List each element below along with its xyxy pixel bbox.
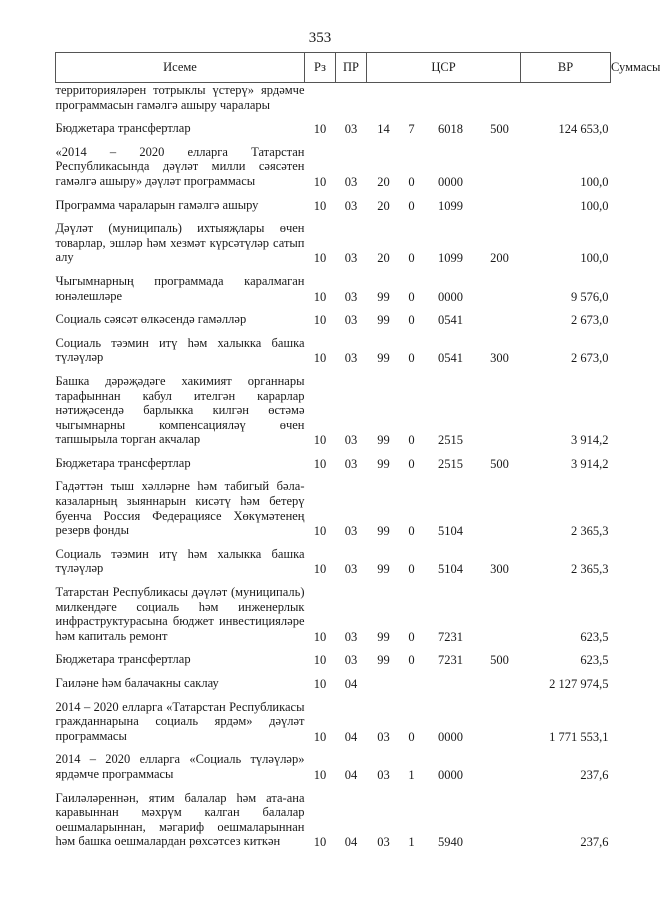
row-csr-program: 99: [377, 313, 390, 328]
row-csr-program: 14: [377, 122, 390, 137]
row-csr-program: [367, 668, 401, 692]
row-pr: 03: [344, 251, 358, 266]
header-vr: ВР: [521, 53, 611, 83]
row-pr: 03: [344, 289, 358, 304]
row-rz: 10: [313, 729, 327, 744]
row-name: «2014 – 2020 елларга Татарстан Республикасында дәүләт милли сәясәтен гамәлгә ашыру» дәүләт программасы: [55, 144, 305, 188]
table-row: [56, 304, 611, 328]
row-csr-subprogram: 0: [408, 433, 415, 448]
row-csr-subprogram: 0: [408, 653, 415, 668]
row-name: 2014 – 2020 елларга «Социаль түләүләр» ярдәмче программасы: [55, 752, 305, 781]
page-number: 353: [308, 30, 332, 46]
row-csr-program: 99: [377, 562, 390, 577]
row-rz: 10: [313, 767, 327, 782]
row-csr-program: 99: [377, 433, 390, 448]
row-csr-subprogram: 0: [408, 524, 415, 539]
row-sum: 100,0: [580, 251, 609, 266]
row-csr-direction: [423, 668, 479, 692]
row-csr-program: 20: [377, 198, 390, 213]
row-csr-direction: 6018: [438, 122, 463, 137]
budget-table-container: [55, 52, 660, 850]
row-vr: 300: [490, 562, 509, 577]
table-row: [56, 213, 611, 266]
row-name: Программа чараларын гамәлгә ашыру: [55, 197, 259, 212]
row-pr: 03: [344, 313, 358, 328]
row-sum: 3 914,2: [571, 433, 609, 448]
row-rz: 10: [313, 289, 327, 304]
row-name: Чыгымнарның программада каралмаган юнәлешләре: [55, 273, 305, 303]
row-sum: 2 673,0: [571, 351, 609, 366]
row-csr-subprogram: [401, 668, 423, 692]
row-csr-subprogram: 0: [408, 351, 415, 366]
row-vr: 500: [490, 653, 509, 668]
row-sum: 623,5: [580, 653, 609, 668]
table-row: [56, 448, 611, 472]
row-sum: 623,5: [580, 629, 609, 644]
row-csr-direction: 0541: [438, 351, 463, 366]
row-csr-direction: 0541: [438, 313, 463, 328]
row-rz: 10: [313, 433, 327, 448]
header-name: Исеме: [56, 53, 305, 83]
row-csr-direction: 5940: [438, 835, 463, 850]
row-vr: [479, 577, 521, 644]
row-sum: 2 365,3: [571, 524, 609, 539]
row-rz: 10: [313, 122, 327, 137]
row-csr-program: 03: [377, 729, 390, 744]
row-sum: 1 771 553,1: [549, 729, 609, 744]
row-csr-subprogram: 0: [408, 562, 415, 577]
row-csr-program: 03: [377, 767, 390, 782]
row-csr-program: 20: [377, 251, 390, 266]
row-vr: [479, 783, 521, 850]
row-vr: 300: [490, 351, 509, 366]
table-row: [56, 190, 611, 214]
row-sum: 3 914,2: [571, 456, 609, 471]
row-vr: 500: [490, 122, 509, 137]
row-csr-program: [367, 83, 401, 114]
row-vr: [479, 266, 521, 304]
row-sum: 100,0: [580, 198, 609, 213]
row-csr-program: 99: [377, 629, 390, 644]
header-rz: Рз: [305, 53, 336, 83]
row-sum: 2 365,3: [571, 562, 609, 577]
row-name: Гаиләләреннән, ятим балалар һәм ата-ана каравыннан мәхрүм калган балалар оешмаларыннан, мәгариф оешмаларыннан һәм башка оешмалардан рөхсәтсез киткән: [55, 790, 305, 849]
row-rz: 10: [313, 562, 327, 577]
row-csr-direction: 5104: [438, 562, 463, 577]
row-pr: 04: [344, 677, 358, 691]
row-vr: [479, 744, 521, 782]
table-row: [56, 328, 611, 366]
row-csr-subprogram: 0: [408, 456, 415, 471]
row-rz: 10: [313, 313, 327, 328]
row-vr: [479, 668, 521, 692]
row-name: Социаль сәясәт өлкәсендә гамәлләр: [55, 312, 247, 327]
row-name: Гаиләне һәм балачакны саклау: [55, 676, 219, 690]
row-csr-direction: [423, 83, 479, 114]
row-name: 2014 – 2020 елларга «Татарстан Республикасы гражданнарына социаль ярдәм» дәүләт программасы: [55, 699, 305, 743]
row-pr: 04: [344, 729, 358, 744]
row-name: Гадәттән тыш хәлләрне һәм табигый бәла-казаларның зыяннарын кисәтү һәм бетерү буенча Россия Федерациясе Хөкүмәтенең резерв фонды: [55, 479, 305, 538]
row-csr-direction: 7231: [438, 653, 463, 668]
row-pr: 03: [344, 629, 358, 644]
table-row: [56, 744, 611, 782]
table-row: [56, 471, 611, 538]
row-csr-subprogram: 0: [408, 729, 415, 744]
table-row: [56, 137, 611, 190]
table-row: [56, 83, 611, 114]
row-vr: [479, 692, 521, 745]
row-csr-direction: 1099: [438, 198, 463, 213]
row-vr: 200: [490, 251, 509, 266]
row-rz: 10: [313, 251, 327, 266]
row-csr-direction: 0000: [438, 289, 463, 304]
row-csr-subprogram: 0: [408, 174, 415, 189]
row-sum: 100,0: [580, 174, 609, 189]
row-rz: 10: [313, 198, 327, 213]
row-csr-program: 99: [377, 289, 390, 304]
row-csr-subprogram: 0: [408, 313, 415, 328]
header-csr: ЦСР: [367, 53, 521, 83]
budget-table: [55, 52, 660, 850]
row-pr: [336, 83, 367, 114]
row-csr-subprogram: 0: [408, 289, 415, 304]
row-csr-program: 99: [377, 351, 390, 366]
row-csr-direction: 7231: [438, 629, 463, 644]
row-csr-direction: 2515: [438, 456, 463, 471]
row-vr: [479, 190, 521, 214]
row-name: Башка дәрәҗәдәге хакимият органнары тарафыннан кабул ителгән карарлар нәтиҗәсендә барлыкка килгән өстәмә чыгымнарны компенсацияләү өчен тапшырыла торган акчалар: [55, 373, 305, 447]
row-rz: 10: [313, 653, 327, 668]
row-csr-direction: 0000: [438, 174, 463, 189]
row-rz: 10: [313, 629, 327, 644]
row-sum: 9 576,0: [571, 289, 609, 304]
row-pr: 03: [344, 351, 358, 366]
row-vr: [479, 304, 521, 328]
row-name: Социаль тәэмин итү һәм халыкка башка түләүләр: [55, 546, 305, 576]
row-vr: [479, 471, 521, 538]
row-rz: 10: [313, 835, 327, 850]
row-pr: 03: [344, 122, 358, 137]
row-name: территорияләрен тотрыклы үстерү» ярдәмче программасын гамәлгә ашыру чаралары: [55, 83, 305, 112]
row-sum: 2 127 974,5: [549, 677, 609, 691]
row-csr-direction: 2515: [438, 433, 463, 448]
row-name: Дәүләт (муниципаль) ихтыяҗлары өчен товарлар, эшләр һәм хезмәт күрсәтүләр сатып алу: [55, 221, 305, 265]
row-csr-subprogram: 0: [408, 629, 415, 644]
row-csr-program: 99: [377, 456, 390, 471]
row-sum: 237,6: [580, 835, 609, 850]
row-csr-subprogram: 1: [408, 835, 415, 850]
row-rz: 10: [313, 351, 327, 366]
table-row: [56, 539, 611, 577]
row-csr-subprogram: 0: [408, 198, 415, 213]
row-csr-direction: 0000: [438, 767, 463, 782]
row-sum: 2 673,0: [571, 313, 609, 328]
row-csr-program: 99: [377, 653, 390, 668]
row-rz: 10: [313, 524, 327, 539]
row-csr-subprogram: [401, 83, 423, 114]
row-vr: [479, 83, 521, 114]
row-pr: 03: [344, 562, 358, 577]
row-csr-direction: 1099: [438, 251, 463, 266]
row-vr: [479, 366, 521, 448]
row-name: Бюджетара трансфертлар: [55, 455, 191, 470]
table-row: [56, 668, 611, 692]
row-csr-program: 99: [377, 524, 390, 539]
row-csr-program: 20: [377, 174, 390, 189]
row-name: Бюджетара трансфертлар: [55, 652, 191, 667]
row-name: Социаль тәэмин итү һәм халыкка башка түләүләр: [55, 335, 305, 365]
table-body: [56, 83, 611, 850]
row-rz: [305, 83, 336, 114]
row-csr-direction: 0000: [438, 729, 463, 744]
row-csr-subprogram: 1: [408, 767, 415, 782]
header-pr: ПР: [336, 53, 367, 83]
table-row: [56, 692, 611, 745]
row-pr: 03: [344, 456, 358, 471]
row-pr: 03: [344, 174, 358, 189]
row-csr-subprogram: 7: [408, 122, 415, 137]
row-pr: 03: [344, 433, 358, 448]
row-sum: [521, 83, 611, 114]
row-csr-subprogram: 0: [408, 251, 415, 266]
table-row: [56, 783, 611, 850]
row-rz: 10: [313, 677, 327, 691]
row-rz: 10: [313, 174, 327, 189]
row-pr: 04: [344, 835, 358, 850]
row-pr: 03: [344, 198, 358, 213]
row-rz: 10: [313, 456, 327, 471]
row-sum: 124 653,0: [558, 122, 609, 137]
row-sum: 237,6: [580, 767, 609, 782]
row-name: Татарстан Республикасы дәүләт (муниципаль) милкендәге социаль һәм инженерлык инфраструктурасына бюджет инвестицияләре һәм капиталь ремонт: [55, 585, 305, 643]
table-header: Исеме Рз ПР ЦСР ВР Суммасы: [56, 53, 611, 83]
row-vr: 500: [490, 456, 509, 471]
row-pr: 03: [344, 653, 358, 668]
row-csr-direction: 5104: [438, 524, 463, 539]
row-pr: 03: [344, 524, 358, 539]
table-row: [56, 113, 611, 137]
row-csr-program: 03: [377, 835, 390, 850]
table-row: [56, 644, 611, 668]
row-name: Бюджетара трансфертлар: [55, 121, 191, 136]
table-row: [56, 366, 611, 448]
row-pr: 04: [344, 767, 358, 782]
table-row: [56, 266, 611, 304]
row-vr: [479, 137, 521, 190]
table-row: [56, 577, 611, 644]
